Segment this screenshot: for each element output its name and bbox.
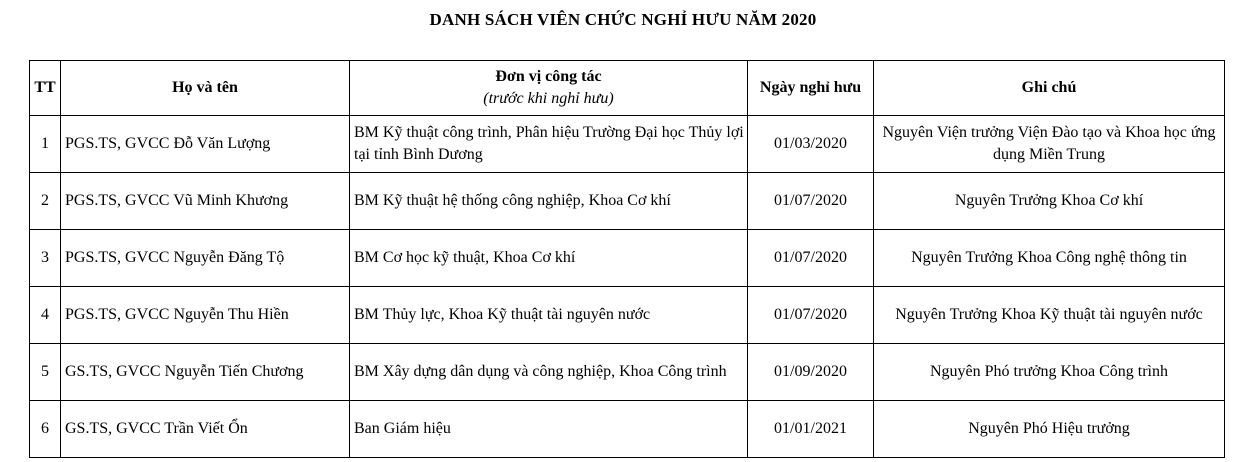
header-unit-label: Đơn vị công tác bbox=[495, 68, 602, 85]
row-tt: 4 bbox=[30, 287, 61, 344]
row-tt: 6 bbox=[30, 401, 61, 458]
row-note: Nguyên Viện trưởng Viện Đào tạo và Khoa học ứng dụng Miền Trung bbox=[874, 116, 1225, 173]
row-name: PGS.TS, GVCC Nguyễn Đăng Tộ bbox=[61, 230, 350, 287]
table-row bbox=[30, 116, 1225, 173]
row-name: PGS.TS, GVCC Đỗ Văn Lượng bbox=[61, 116, 350, 173]
row-date: 01/01/2021 bbox=[748, 401, 874, 458]
header-unit bbox=[350, 61, 748, 116]
row-unit: BM Kỹ thuật công trình, Phân hiệu Trường Đại học Thủy lợi tại tỉnh Bình Dương bbox=[350, 116, 748, 173]
row-note: Nguyên Trưởng Khoa Cơ khí bbox=[874, 173, 1225, 230]
row-tt: 5 bbox=[30, 344, 61, 401]
row-name: PGS.TS, GVCC Vũ Minh Khương bbox=[61, 173, 350, 230]
row-unit: BM Kỹ thuật hệ thống công nghiệp, Khoa Cơ khí bbox=[350, 173, 748, 230]
retirement-table bbox=[29, 60, 1225, 458]
row-tt: 1 bbox=[30, 116, 61, 173]
header-date: Ngày nghỉ hưu bbox=[748, 61, 874, 116]
row-name: PGS.TS, GVCC Nguyễn Thu Hiền bbox=[61, 287, 350, 344]
row-note: Nguyên Trưởng Khoa Công nghệ thông tin bbox=[874, 230, 1225, 287]
row-unit: BM Xây dựng dân dụng và công nghiệp, Khoa Công trình bbox=[350, 344, 748, 401]
table-row bbox=[30, 173, 1225, 230]
table-header-row bbox=[30, 61, 1225, 116]
row-tt: 2 bbox=[30, 173, 61, 230]
header-tt: TT bbox=[30, 61, 61, 116]
row-name: GS.TS, GVCC Trần Viết Ổn bbox=[61, 401, 350, 458]
header-name: Họ và tên bbox=[61, 61, 350, 116]
row-note: Nguyên Phó trưởng Khoa Công trình bbox=[874, 344, 1225, 401]
table-row bbox=[30, 287, 1225, 344]
row-name: GS.TS, GVCC Nguyễn Tiến Chương bbox=[61, 344, 350, 401]
row-unit: BM Cơ học kỹ thuật, Khoa Cơ khí bbox=[350, 230, 748, 287]
row-tt: 3 bbox=[30, 230, 61, 287]
row-date: 01/03/2020 bbox=[748, 116, 874, 173]
row-date: 01/07/2020 bbox=[748, 173, 874, 230]
table-row bbox=[30, 344, 1225, 401]
row-unit: Ban Giám hiệu bbox=[350, 401, 748, 458]
row-date: 01/09/2020 bbox=[748, 344, 874, 401]
header-unit-sub: (trước khi nghỉ hưu) bbox=[483, 90, 614, 107]
table-row bbox=[30, 230, 1225, 287]
row-note: Nguyên Trưởng Khoa Kỹ thuật tài nguyên nước bbox=[874, 287, 1225, 344]
row-date: 01/07/2020 bbox=[748, 230, 874, 287]
table-row bbox=[30, 401, 1225, 458]
document-title: DANH SÁCH VIÊN CHỨC NGHỈ HƯU NĂM 2020 bbox=[429, 10, 817, 29]
row-unit: BM Thủy lực, Khoa Kỹ thuật tài nguyên nước bbox=[350, 287, 748, 344]
header-note: Ghi chú bbox=[874, 61, 1225, 116]
row-note: Nguyên Phó Hiệu trưởng bbox=[874, 401, 1225, 458]
row-date: 01/07/2020 bbox=[748, 287, 874, 344]
